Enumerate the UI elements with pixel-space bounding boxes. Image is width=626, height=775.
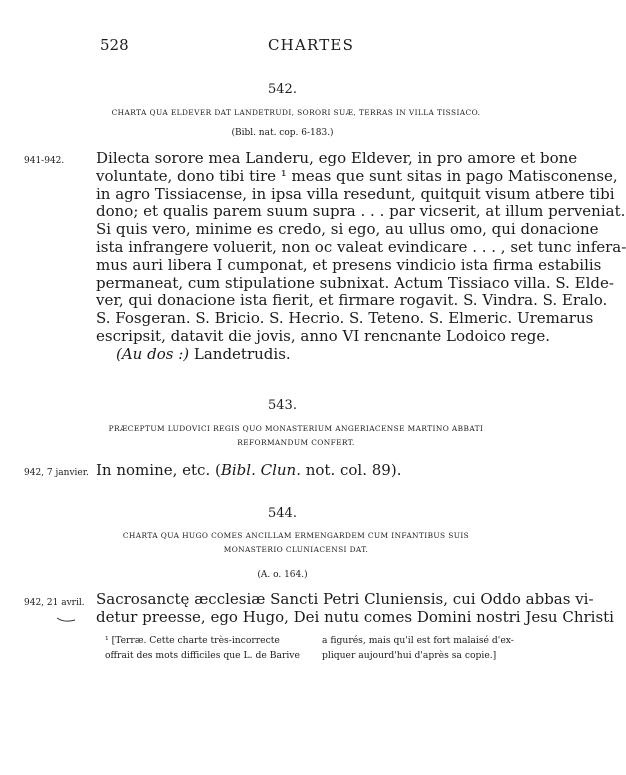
- charter-caption: [86, 529, 506, 557]
- text-line: S. Fosgeran. S. Bricio. S. Hecrio. S. Teteno. S. Elmeric. Uremarus: [96, 309, 594, 328]
- text-line: escripsit, datavit die jovis, anno VI rencnante Lodoico rege.: [96, 326, 550, 345]
- text-line: Si quis vero, minime es credo, si ego, au ullus omo, qui donacione: [96, 220, 599, 239]
- text-line: permaneat, cum stipulatione subnixat. Actum Tissiaco villa. S. Elde-: [96, 273, 614, 292]
- text-segment: In nomine, etc. (: [96, 461, 221, 479]
- text-line: in agro Tissiacense, in ipsa villa resedunt, quitquit visum atbere tibi: [96, 184, 615, 203]
- dorsal-text: Landetrudis.: [189, 344, 291, 363]
- text-line: detur preesse, ego Hugo, Dei nutu comes Domini nostri Jesu Christi: [96, 607, 614, 626]
- text-line: [96, 462, 500, 480]
- text-segment: not. col. 89).: [300, 461, 402, 479]
- text-line: voluntate, dono tibi tire ¹ meas que sunt sitas in pago Matisconense,: [96, 166, 618, 185]
- text-line: Sacrosanctę æcclesiæ Sancti Petri Cluniensis, cui Oddo abbas vi-: [96, 590, 594, 608]
- charter-caption: CHARTA QUA ELDEVER DAT LANDETRUDI, SORORI SUÆ, TERRAS IN VILLA TISSIACO.: [111, 108, 481, 117]
- caption-line: CHARTA QUA HUGO COMES ANCILLAM ERMENGARDEM CUM INFANTIBUS SUIS: [122, 531, 470, 540]
- running-title: CHARTES: [268, 36, 355, 54]
- text-line: ver, qui donacione ista fierit, et firmare rogavit. S. Vindra. S. Eralo.: [96, 291, 608, 310]
- charter-text: [96, 149, 626, 364]
- charter-number: 544.: [268, 506, 297, 521]
- text-line: ista infrangere voluerit, non oc valeat evindicare . . . , set tunc infera-: [96, 237, 626, 256]
- charter-text: [96, 590, 614, 627]
- footnote-right: [322, 633, 522, 663]
- margin-date: 942, 21 avril.: [24, 598, 85, 608]
- footnote-line: pliquer aujourd'hui d'après sa copie.]: [322, 650, 497, 661]
- charter-number: 543.: [268, 398, 297, 413]
- footnote-left: [105, 633, 305, 663]
- text-line: mus auri libera I cumponat, et presens vindicio ista firma estabilis: [96, 255, 602, 274]
- caption-line: PRÆCEPTUM LUDOVICI REGIS QUO MONASTERIUM ANGERIACENSE MARTINO ABBATI: [108, 424, 484, 433]
- charter-source: (A. o. 164.): [257, 570, 308, 580]
- citation-italic: Bibl. Clun.: [220, 461, 301, 479]
- page-number: 528: [100, 36, 129, 54]
- text-line: dono; et qualis parem suum supra . . . par vicserit, at illum perveniat.: [96, 202, 626, 221]
- footnote-line: ¹ [Terræ. Cette charte très-incorrecte: [105, 635, 280, 646]
- footnote-line: offrait des mots difficiles que L. de Barive: [105, 650, 300, 661]
- caption-line: REFORMANDUM CONFERT.: [237, 438, 355, 447]
- margin-date: 942, 7 janvier.: [24, 468, 89, 478]
- dorsal-note: [96, 346, 500, 364]
- text-line: Dilecta sorore mea Landeru, ego Eldever, in pro amore et bone: [96, 149, 578, 167]
- margin-date: 941-942.: [24, 156, 65, 166]
- dorsal-label: (Au dos :): [116, 344, 190, 363]
- charter-source: (Bibl. nat. cop. 6-183.): [231, 128, 334, 138]
- flourish-mark: [56, 617, 76, 623]
- charter-number: 542.: [268, 82, 297, 97]
- charter-caption: [86, 422, 506, 450]
- caption-line: MONASTERIO CLUNIACENSI DAT.: [223, 545, 369, 554]
- footnote-line: a figurés, mais qu'il est fort malaisé d'ex-: [322, 635, 514, 646]
- charter-text: [96, 462, 500, 480]
